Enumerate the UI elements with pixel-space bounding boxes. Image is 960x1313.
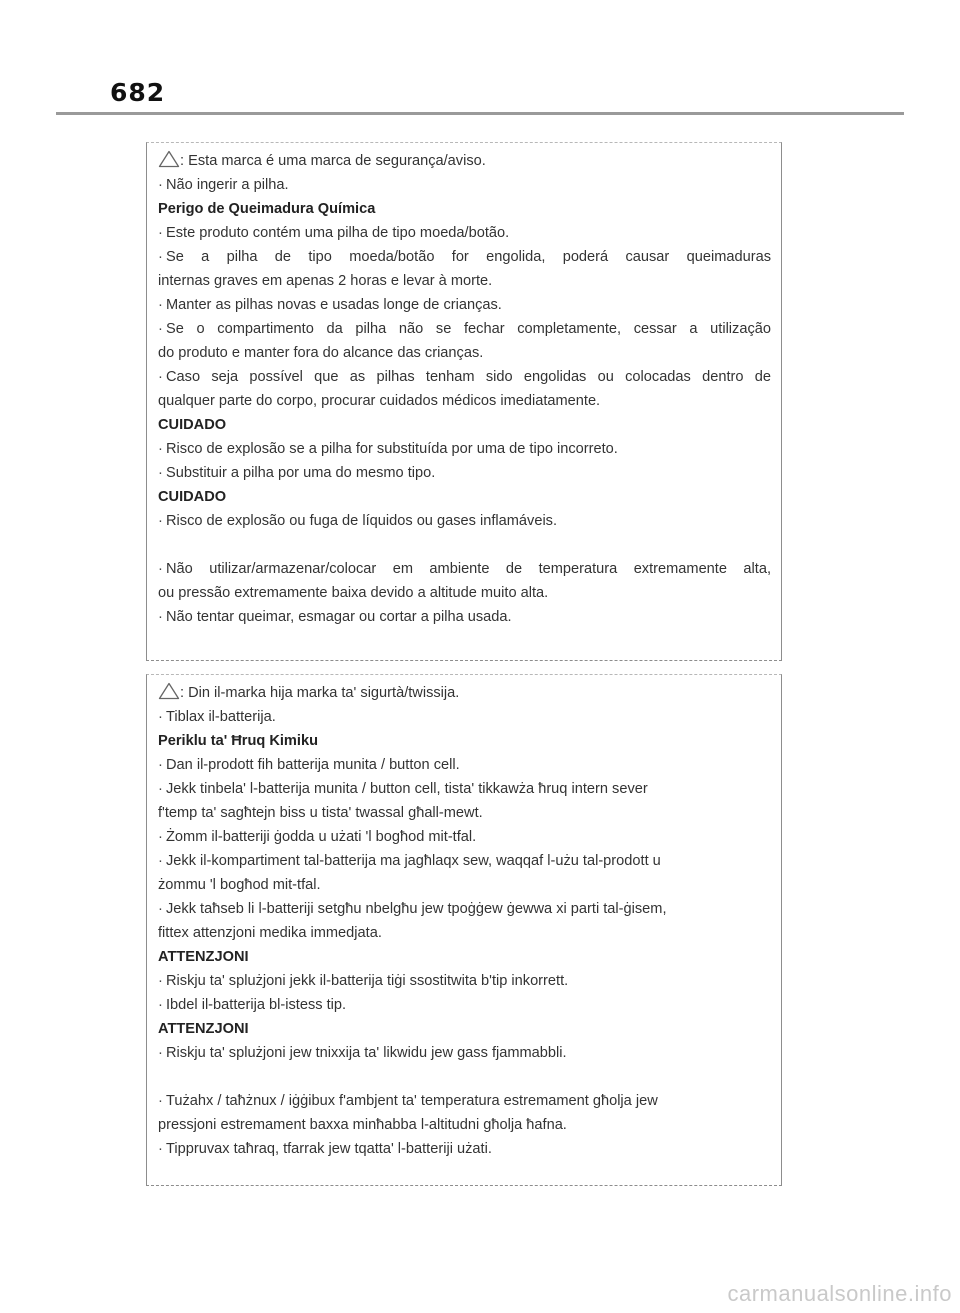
site-watermark: carmanualsonline.info xyxy=(727,1281,952,1306)
section-heading: Perigo de Queimadura Química xyxy=(158,201,376,217)
header-rule xyxy=(56,112,904,115)
list-item: · Jekk tinbela' l-batterija munita / button cell, tista' tikkawża ħruq intern sever xyxy=(158,781,648,797)
warning-intro xyxy=(158,681,771,705)
list-item: · Não ingerir a pilha. xyxy=(158,177,289,193)
list-item: · Se o compartimento da pilha não se fechar completamente, cessar a utilização xyxy=(158,321,771,337)
list-item: · Este produto contém uma pilha de tipo moeda/botão. xyxy=(158,225,510,241)
warning-intro-text: : Din il-marka hija marka ta' sigurtà/twissija. xyxy=(180,685,460,701)
page-number: 682 xyxy=(110,78,166,107)
caution-heading: CUIDADO xyxy=(158,489,227,505)
notice-box-portuguese xyxy=(146,142,782,661)
list-item: · Jekk il-kompartiment tal-batterija ma jagħlaqx sew, waqqaf l-użu tal-prodott u xyxy=(158,853,661,869)
list-item: · Dan il-prodott fih batterija munita / button cell. xyxy=(158,757,460,773)
list-item: · Risco de explosão ou fuga de líquidos ou gases inflamáveis. xyxy=(158,513,558,529)
list-item: · Não tentar queimar, esmagar ou cortar a pilha usada. xyxy=(158,609,512,625)
list-item: · Żomm il-batteriji ġodda u użati 'l bogħod mit-tfal. xyxy=(158,829,477,845)
section-heading: Periklu ta' Ħruq Kimiku xyxy=(158,733,318,749)
spacer xyxy=(158,1065,771,1089)
warning-triangle-icon xyxy=(158,150,180,168)
caution-heading: CUIDADO xyxy=(158,417,227,433)
list-item-continuation: fittex attenzjoni medika immedjata. xyxy=(158,925,382,941)
list-item: · Caso seja possível que as pilhas tenham sido engolidas ou colocadas dentro de xyxy=(158,369,771,385)
list-item: · Substituir a pilha por uma do mesmo tipo. xyxy=(158,465,436,481)
list-item-continuation: ou pressão extremamente baixa devido a altitude muito alta. xyxy=(158,585,549,601)
list-item: · Jekk taħseb li l-batteriji setgħu nbelgħu jew tpoġġew ġewwa xi parti tal-ġisem, xyxy=(158,901,667,917)
list-item: · Se a pilha de tipo moeda/botão for engolida, poderá causar queimaduras xyxy=(158,249,771,265)
list-item: · Risco de explosão se a pilha for substituída por uma de tipo incorreto. xyxy=(158,441,618,457)
list-item: · Manter as pilhas novas e usadas longe de crianças. xyxy=(158,297,502,313)
list-item: · Riskju ta' splużjoni jekk il-batterija tiġi ssostitwita b'tip inkorrett. xyxy=(158,973,569,989)
list-item-continuation: pressjoni estremament baxxa minħabba l-altitudni għolja ħafna. xyxy=(158,1117,567,1133)
caution-heading: ATTENZJONI xyxy=(158,1021,249,1037)
list-item-continuation: internas graves em apenas 2 horas e levar à morte. xyxy=(158,273,493,289)
caution-heading: ATTENZJONI xyxy=(158,949,249,965)
spacer xyxy=(158,533,771,557)
warning-intro-text: : Esta marca é uma marca de segurança/aviso. xyxy=(180,153,486,169)
list-item: · Ibdel il-batterija bl-istess tip. xyxy=(158,997,347,1013)
list-item: · Tippruvax taħraq, tfarrak jew tqatta' l-batteriji użati. xyxy=(158,1141,492,1157)
list-item: · Não utilizar/armazenar/colocar em ambiente de temperatura extremamente alta, xyxy=(158,561,771,577)
notice-box-maltese xyxy=(146,674,782,1186)
list-item: · Riskju ta' splużjoni jew tnixxija ta' likwidu jew gass fjammabbli. xyxy=(158,1045,567,1061)
list-item: · Tużahx / taħżnux / iġġibux f'ambjent ta' temperatura estremament għolja jew xyxy=(158,1093,658,1109)
warning-triangle-icon xyxy=(158,682,180,700)
list-item-continuation: żommu 'l bogħod mit-tfal. xyxy=(158,877,321,893)
list-item-continuation: f'temp ta' sagħtejn biss u tista' twassal għall-mewt. xyxy=(158,805,483,821)
list-item: · Tiblax il-batterija. xyxy=(158,709,276,725)
list-item-continuation: do produto e manter fora do alcance das crianças. xyxy=(158,345,484,361)
list-item-continuation: qualquer parte do corpo, procurar cuidados médicos imediatamente. xyxy=(158,393,601,409)
warning-intro xyxy=(158,149,771,173)
